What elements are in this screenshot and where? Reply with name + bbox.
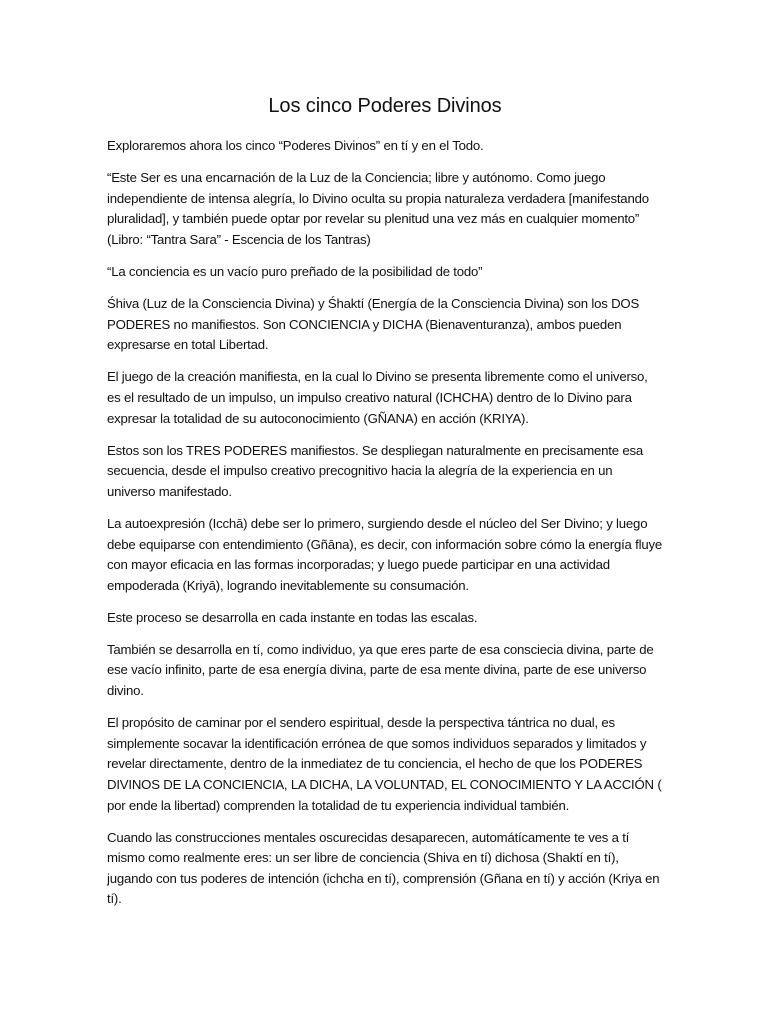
paragraph-tres-poderes: Estos son los TRES PODERES manifiestos. Se despliegan naturalmente en precisamente esa secuencia, desde el impulso creativo precognitivo hacia la alegría de la experiencia en un universo manifestado. <box>107 442 643 499</box>
document-page <box>107 92 663 922</box>
paragraph-shiva-shakti: Śhiva (Luz de la Consciencia Divina) y Śhaktí (Energía de la Consciencia Divina) son los DOS PODERES no manifiestos. Son CONCIENCIA y DICHA (Bienaventuranza), ambos pueden expresarse en total Libertad. <box>107 296 640 353</box>
document-title: Los cinco Poderes Divinos <box>268 95 502 117</box>
paragraph-juego-creacion: El juego de la creación manifiesta, en la cual lo Divino se presenta libremente como el universo, es el resultado de un impulso, un impulso creativo natural (ICHCHA) dentro de lo Divino para expresar la totalidad de su autoconocimiento (GÑANA) en acción (KRIYA). <box>107 369 648 426</box>
paragraph-proposito: El propósito de caminar por el sendero espiritual, desde la perspectiva tántrica no dual, es simplemente socavar la identificación errónea de que somos individuos separados y limitados y revelar directamente, dentro de la inmediatez de tu conciencia, el hecho de que los PODERES DIVINOS DE LA CONCIENCIA, LA DICHA, LA VOLUNTAD, EL CONOCIMIENTO Y LA ACCIÓN ( por ende la libertad) comprenden la totalidad de tu experiencia individual también. <box>107 715 662 813</box>
paragraph-construcciones-mentales: Cuando las construcciones mentales oscurecidas desaparecen, automátícamente te ves a tí mismo como realmente eres: un ser libre de conciencia (Shiva en tí) dichosa (Shaktí en tí), jugando con tus poderes de intención (ichcha en tí), comprensión (Gñana en tí) y acción (Kriya en tí). <box>107 829 660 907</box>
paragraph-individuo: También se desarrolla en tí, como individuo, ya que eres parte de esa consciecia divina, parte de ese vacío infinito, parte de esa energía divina, parte de esa mente divina, parte de ese universo divino. <box>107 641 654 699</box>
paragraph-intro: Exploraremos ahora los cinco “Poderes Divinos” en tí y en el Todo. <box>107 138 484 153</box>
paragraph-quote-tantra-sara: “Este Ser es una encarnación de la Luz de la Conciencia; libre y autónomo. Como juego independiente de intensa alegría, lo Divino oculta su propia naturaleza verdadera [manifestando pluralidad], y también puede optar por revelar su plenitud una vez más en cualquier momento” (Libro: “Tantra Sara” - Escencia de los Tantras) <box>107 170 649 247</box>
paragraph-quote-conciencia: “La conciencia es un vacío puro preñado de la posibilidad de todo” <box>107 263 483 279</box>
paragraph-autoexpresion: La autoexpresión (Icchā) debe ser lo primero, surgiendo desde el núcleo del Ser Divino; y luego debe equiparse con entendimiento (Gñāna), es decir, con información sobre cómo la energía fluye con mayor eficacia en las formas incorporadas; y luego puede participar en una actividad empoderada (Kriyā), logrando inevitablemente su consumación. <box>107 515 662 593</box>
paragraph-proceso: Este proceso se desarrolla en cada instante en todas las escalas. <box>107 609 478 625</box>
